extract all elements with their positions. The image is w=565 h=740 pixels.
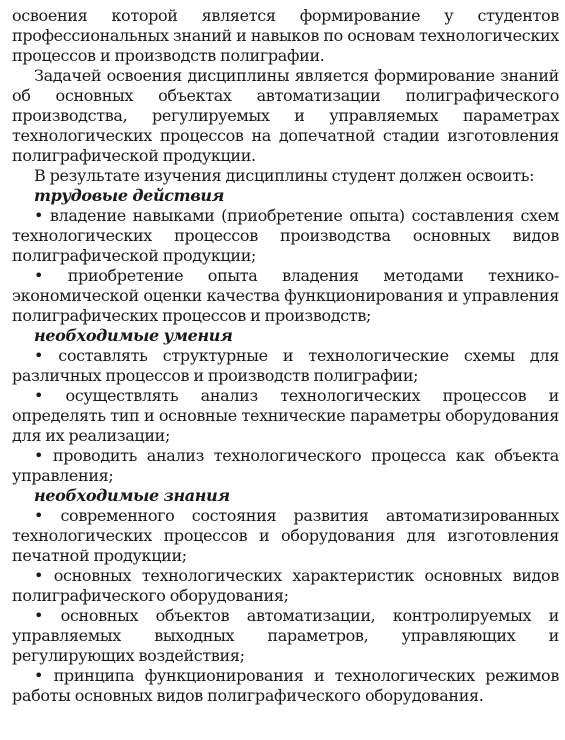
- list-item: [12, 206, 559, 266]
- bullet-icon: •: [34, 386, 44, 405]
- list-item-text: приобретение опыта владения методами технико-экономической оценки качества функционирования и управления полиграфических процессов и производств;: [12, 266, 559, 325]
- bullet-icon: •: [34, 346, 44, 365]
- list-item: [12, 606, 559, 666]
- list-item: [12, 506, 559, 566]
- bullet-icon: •: [34, 266, 44, 285]
- paragraph-result: В результате изучения дисциплины студент должен освоить:: [34, 166, 535, 185]
- section-heading-skills: необходимые умения: [34, 326, 233, 345]
- list-item-text: основных технологических характеристик основных видов полиграфического оборудования;: [12, 566, 559, 605]
- bullet-icon: •: [34, 206, 44, 225]
- paragraph-task: Задачей освоения дисциплины является формирование знаний об основных объектах автоматизации полиграфического производства, регулируемых и управляемых параметрах технологических процессов на допечатной стадии изготовления полиграфической продукции.: [12, 66, 559, 165]
- list-item-text: современного состояния развития автоматизированных технологических процессов и оборудования для изготовления печатной продукции;: [12, 506, 559, 565]
- bullet-icon: •: [34, 506, 44, 525]
- list-item: [12, 666, 559, 706]
- paragraph-intro-continuation: освоения которой является формирование у студентов профессиональных знаний и навыков по основам технологических процессов и производств полиграфии.: [12, 6, 559, 65]
- section-heading-knowledge: необходимые знания: [34, 486, 230, 505]
- list-item-text: владение навыками (приобретение опыта) составления схем технологических процессов производства основных видов полиграфической продукции;: [12, 206, 559, 265]
- list-item-text: проводить анализ технологического процесса как объекта управления;: [12, 446, 559, 485]
- bullet-icon: •: [34, 566, 44, 585]
- list-item: [12, 446, 559, 486]
- list-item-text: составлять структурные и технологические схемы для различных процессов и производств полиграфии;: [12, 346, 559, 385]
- section-heading-labor-actions: трудовые действия: [34, 186, 225, 205]
- bullet-icon: •: [34, 606, 44, 625]
- list-item-text: принципа функционирования и технологических режимов работы основных видов полиграфического оборудования.: [12, 666, 559, 705]
- bullet-icon: •: [34, 446, 44, 465]
- list-item: [12, 566, 559, 606]
- list-item: [12, 266, 559, 326]
- bullet-icon: •: [34, 666, 44, 685]
- list-item: [12, 346, 559, 386]
- list-item-text: осуществлять анализ технологических процессов и определять тип и основные технические параметры оборудования для их реализации;: [12, 386, 559, 445]
- list-item: [12, 386, 559, 446]
- list-item-text: основных объектов автоматизации, контролируемых и управляемых выходных параметров, управляющих и регулирующих воздействия;: [12, 606, 559, 665]
